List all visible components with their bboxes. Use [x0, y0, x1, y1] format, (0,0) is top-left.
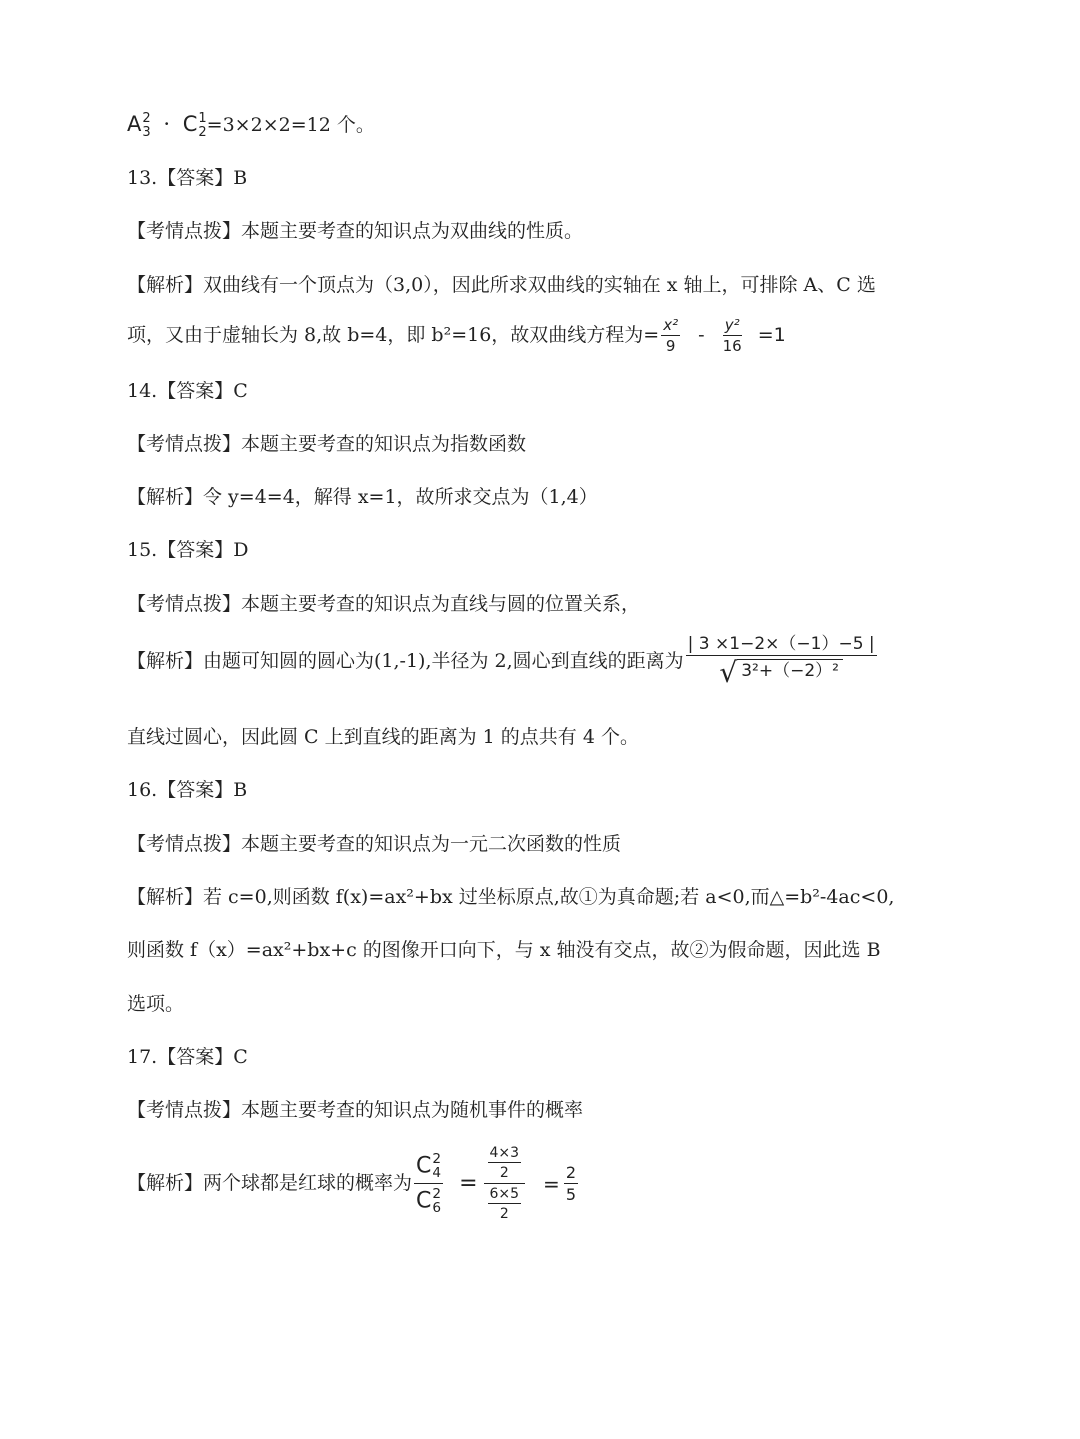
q16-hint: 【考情点拨】本题主要考查的知识点为一元二次函数的性质 — [127, 833, 622, 855]
combination-fraction: C 2 4 C 2 6 — [416, 1150, 442, 1216]
expanded-fraction: $\frac{\frac{4\times 3}{2}}{\frac{6\times 5}{2}}$ — [484, 1146, 526, 1221]
q15-hint: 【考情点拨】本题主要考查的知识点为直线与圆的位置关系， — [127, 593, 641, 615]
q15-analysis-1: 【解析】由题可知圆的圆心为(1,-1),半径为 2,圆心到直线的距离为 | 3 ×1−2×（−1）−5 | √ 3²+（−2）² — [127, 634, 875, 689]
fraction-x2-over-9: $\frac{\text{x²}}{9}$ — [663, 316, 679, 355]
q15-answer: 15.【答案】D — [127, 539, 249, 561]
q15-analysis-2: 直线过圆心，因此圆 C 上到直线的距离为 1 的点共有 4 个。 — [127, 726, 639, 748]
q13-hint: 【考情点拨】本题主要考查的知识点为双曲线的性质。 — [127, 220, 584, 242]
q16-answer: 16.【答案】B — [127, 779, 248, 801]
combination-result-line: A 2 3 · C 1 2 =3×2×2=12 个。 — [127, 111, 375, 140]
square-root: √ 3²+（−2）² — [719, 659, 843, 687]
q14-analysis: 【解析】令 y=4=4，解得 x=1，故所求交点为（1,4） — [127, 486, 598, 508]
q13-analysis-2: 项，又由于虚轴长为 8,故 b=4，即 b²=16，故双曲线方程为= $\frac{\text{x²}}{9}$ - $\frac{\text{y²}}{16}$ =1 — [127, 316, 786, 355]
q13-answer: 13.【答案】B — [127, 167, 248, 189]
fraction-y2-over-16: $\frac{\text{y²}}{16}$ — [722, 316, 742, 355]
q17-analysis: 【解析】两个球都是红球的概率为 C 2 4 C 2 6 = $\frac{\frac{4\times 3}{2}}{\frac{6\times 5}{2}}$ = $\frac{2}{5}$ — [127, 1145, 576, 1222]
q17-hint: 【考情点拨】本题主要考查的知识点为随机事件的概率 — [127, 1099, 584, 1121]
distance-fraction: | 3 ×1−2×（−1）−5 | √ 3²+（−2）² — [687, 634, 875, 689]
q16-analysis-3: 选项。 — [127, 993, 185, 1015]
q17-answer: 17.【答案】C — [127, 1046, 248, 1068]
q14-answer: 14.【答案】C — [127, 380, 248, 402]
q16-analysis-2: 则函数 f（x）=ax²+bx+c 的图像开口向下，与 x 轴没有交点，故②为假命题，因此选 B — [127, 939, 881, 961]
q14-hint: 【考情点拨】本题主要考查的知识点为指数函数 — [127, 433, 527, 455]
q16-analysis-1: 【解析】若 c=0,则函数 f(x)=ax²+bx 过坐标原点,故①为真命题;若 a<0,而△=b²-4ac<0, — [127, 886, 895, 908]
result-fraction: $\frac{2}{5}$ — [565, 1162, 576, 1204]
q13-analysis-1: 【解析】双曲线有一个顶点为（3,0），因此所求双曲线的实轴在 x 轴上，可排除 A、C 选 — [127, 274, 876, 296]
